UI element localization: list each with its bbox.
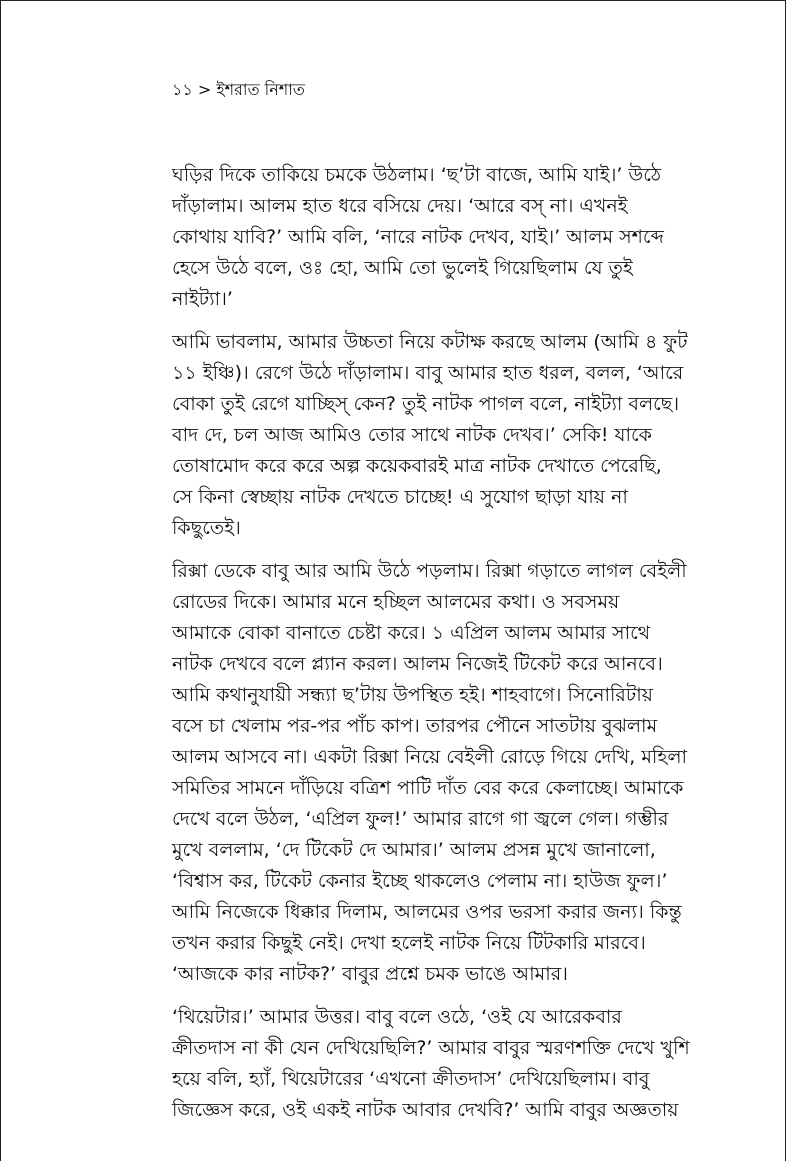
text-line: ঘড়ির দিকে তাকিয়ে চমকে উঠলাম। ‘ছ’টা বাজে, আমি যাই।’ উঠে	[172, 164, 662, 186]
text-line: নাইট্যা।’	[172, 288, 233, 310]
text-line: কোথায় যাবি?’ আমি বলি, ‘নারে নাটক দেখব, যাই।’ আলম সশব্দে	[172, 226, 664, 248]
text-line: জিজ্ঞেস করে, ওই একই নাটক আবার দেখবি?’ আমি বাবুর অজ্ঞতায়	[172, 1099, 679, 1121]
text-line: দেখে বলে উঠল, ‘এপ্রিল ফুল!’ আমার রাগে গা জ্বলে গেল। গম্ভীর	[172, 808, 669, 830]
text-line: রোডের দিকে। আমার মনে হচ্ছিল আলমের কথা। ও সবসময়	[172, 591, 620, 613]
text-line: হয়ে বলি, হ্যাঁ, থিয়েটারের ‘এখনো ক্রীতদাস’ দেখিয়েছিলাম। বাবু	[172, 1068, 650, 1090]
text-line: দাঁড়ালাম। আলম হাত ধরে বসিয়ে দেয়। ‘আরে বস্ না। এখনই	[172, 195, 628, 217]
body-text	[172, 160, 692, 1138]
text-line: তোষামোদ করে করে অল্প কয়েকবারই মাত্র নাটক দেখাতে পেরেছি,	[172, 455, 662, 477]
text-line: আমাকে বোকা বানাতে চেষ্টা করে। ১ এপ্রিল আলম আমার সাথে	[172, 622, 651, 644]
text-line: তখন করার কিছুই নেই। দেখা হলেই নাটক নিয়ে টিটকারি মারবে।	[172, 932, 646, 954]
text-line: সমিতির সামনে দাঁড়িয়ে বত্রিশ পাটি দাঁত বের করে কেলাচ্ছে। আমাকে	[172, 777, 684, 799]
paragraph-2	[172, 327, 692, 544]
text-line: হেসে উঠে বলে, ওঃ হো, আমি তো ভুলেই গিয়েছিলাম যে তুই	[172, 257, 633, 279]
text-line: বোকা তুই রেগে যাচ্ছিস্ কেন? তুই নাটক পাগল বলে, নাইট্যা বলছে।	[172, 393, 680, 415]
text-line: রিক্সা ডেকে বাবু আর আমি উঠে পড়লাম। রিক্সা গড়াতে লাগল বেইলী	[172, 560, 687, 582]
paragraph-3	[172, 556, 692, 990]
text-line: ‘বিশ্বাস কর, টিকেট কেনার ইচ্ছে থাকলেও পেলাম না। হাউজ ফুল।’	[172, 870, 668, 892]
text-line: মুখে বললাম, ‘দে টিকেট দে আমার।’ আলম প্রসন্ন মুখে জানালো,	[172, 839, 656, 861]
text-line: আমি কথানুযায়ী সন্ধ্যা ছ’টায় উপস্থিত হই। শাহবাগে। সিনোরিটায়	[172, 684, 653, 706]
text-line: ক্রীতদাস না কী যেন দেখিয়েছিলি?’ আমার বাবুর স্মরণশক্তি দেখে খুশি	[172, 1037, 690, 1059]
text-line: সে কিনা স্বেচ্ছায় নাটক দেখতে চাচ্ছে! এ সুযোগ ছাড়া যায় না	[172, 486, 628, 508]
paragraph-4	[172, 1002, 692, 1126]
paragraph-1	[172, 160, 692, 315]
running-head: ১১ > ইশরাত নিশাত	[172, 80, 305, 99]
text-line: নাটক দেখবে বলে প্ল্যান করল। আলম নিজেই টিকেট করে আনবে।	[172, 653, 663, 675]
text-line: বাদ দে, চল আজ আমিও তোর সাথে নাটক দেখব।’ সেকি! যাকে	[172, 424, 652, 446]
text-line: আমি নিজেকে ধিক্কার দিলাম, আলমের ওপর ভরসা করার জন্য। কিন্তু	[172, 901, 682, 923]
text-line: ‘আজকে কার নাটক?’ বাবুর প্রশ্নে চমক ভাঙে আমার।	[172, 963, 568, 985]
text-line: বসে চা খেলাম পর-পর পাঁচ কাপ। তারপর পৌনে সাতটায় বুঝলাম	[172, 715, 658, 737]
text-line: আমি ভাবলাম, আমার উচ্চতা নিয়ে কটাক্ষ করছে আলম (আমি ৪ ফুট	[172, 331, 688, 353]
text-line: আলম আসবে না। একটা রিক্সা নিয়ে বেইলী রোড়ে গিয়ে দেখি, মহিলা	[172, 746, 688, 768]
text-line: কিছুতেই।	[172, 517, 241, 539]
text-line: ‘থিয়েটার।’ আমার উত্তর। বাবু বলে ওঠে, ‘ওই যে আরেকবার	[172, 1006, 622, 1028]
text-line: ১১ ইঞ্চি)। রেগে উঠে দাঁড়ালাম। বাবু আমার হাত ধরল, বলল, ‘আরে	[172, 362, 684, 384]
